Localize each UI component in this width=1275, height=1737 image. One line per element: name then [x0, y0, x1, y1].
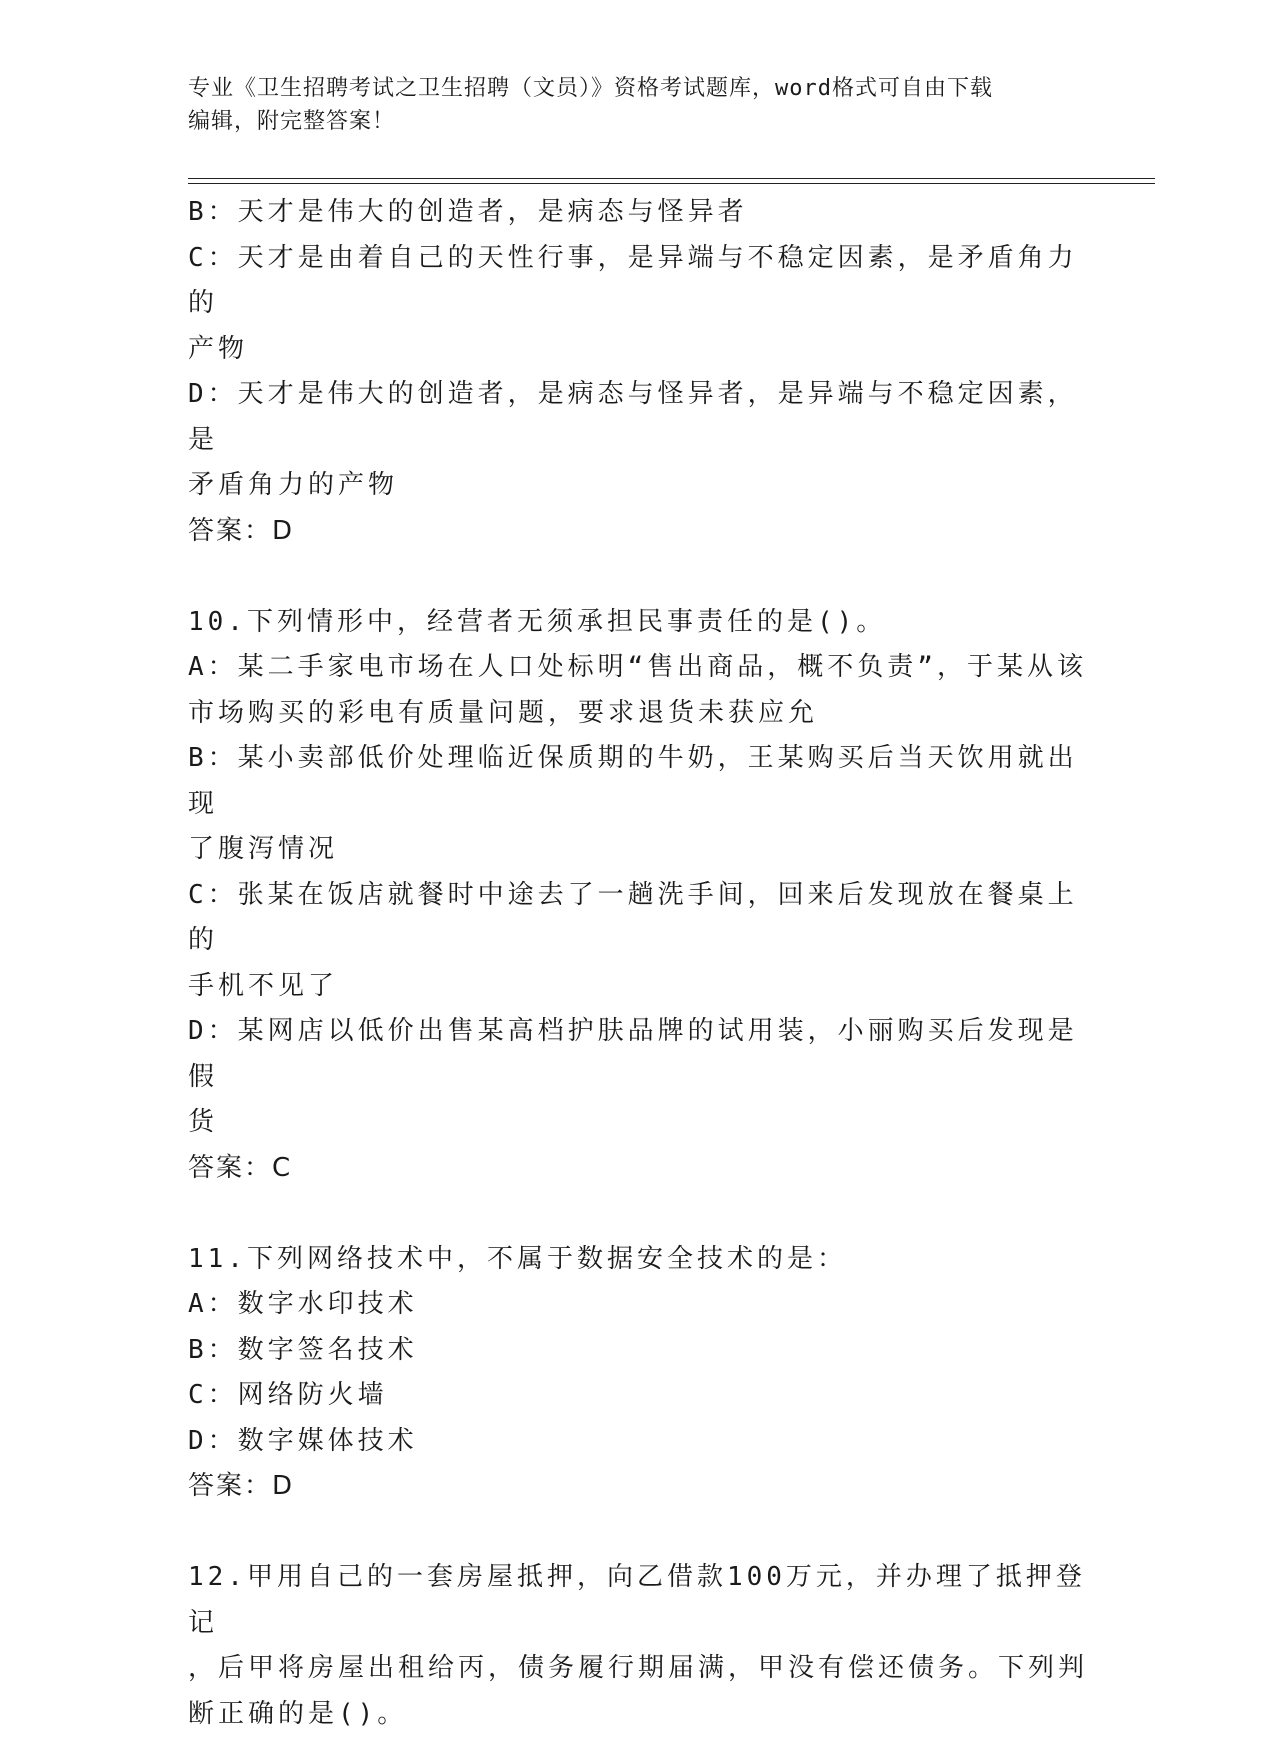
q11-answer: 答案：D [188, 1464, 1088, 1510]
q10-option-c-line-1: C：张某在饭店就餐时中途去了一趟洗手间，回来后发现放在餐桌上的 [188, 873, 1088, 964]
q10-option-b-line-2: 了腹泻情况 [188, 827, 1088, 873]
question-9 [188, 190, 1088, 554]
q11-option-b: B：数字签名技术 [188, 1328, 1088, 1374]
q11-option-d: D：数字媒体技术 [188, 1419, 1088, 1465]
header-line-1: 专业《卫生招聘考试之卫生招聘（文员）》资格考试题库，word格式可自由下载 [188, 72, 1088, 105]
spacer [188, 554, 1088, 600]
q11-option-c: C：网络防火墙 [188, 1373, 1088, 1419]
question-content [188, 190, 1088, 1737]
q9-option-d-line-2: 矛盾角力的产物 [188, 463, 1088, 509]
spacer [188, 1510, 1088, 1556]
q10-stem: 10.下列情形中，经营者无须承担民事责任的是()。 [188, 600, 1088, 646]
q12-stem-line-3: 断正确的是()。 [188, 1692, 1088, 1737]
q9-option-c-line-2: 产物 [188, 327, 1088, 373]
q12-stem-line-1: 12.甲用自己的一套房屋抵押，向乙借款100万元，并办理了抵押登记 [188, 1555, 1088, 1646]
header-divider-bottom [188, 183, 1155, 184]
q10-option-b-line-1: B：某小卖部低价处理临近保质期的牛奶，王某购买后当天饮用就出现 [188, 736, 1088, 827]
question-12 [188, 1555, 1088, 1737]
q9-option-c-line-1: C：天才是由着自己的天性行事，是异端与不稳定因素，是矛盾角力的 [188, 236, 1088, 327]
q10-option-d-line-1: D：某网店以低价出售某高档护肤品牌的试用装，小丽购买后发现是假 [188, 1009, 1088, 1100]
q9-option-b: B：天才是伟大的创造者，是病态与怪异者 [188, 190, 1088, 236]
q12-stem-line-2: ，后甲将房屋出租给丙，债务履行期届满，甲没有偿还债务。下列判 [188, 1646, 1088, 1692]
q10-option-a-line-2: 市场购买的彩电有质量问题，要求退货未获应允 [188, 691, 1088, 737]
q10-option-d-line-2: 货 [188, 1100, 1088, 1146]
header-divider-top [188, 178, 1155, 179]
header-line-2: 编辑，附完整答案！ [188, 105, 1088, 138]
q9-answer: 答案：D [188, 509, 1088, 555]
question-10 [188, 600, 1088, 1192]
q10-option-a-line-1: A：某二手家电市场在人口处标明“售出商品，概不负责”，于某从该 [188, 645, 1088, 691]
q9-option-d-line-1: D：天才是伟大的创造者，是病态与怪异者，是异端与不稳定因素，是 [188, 372, 1088, 463]
document-header [188, 72, 1088, 138]
q10-option-c-line-2: 手机不见了 [188, 964, 1088, 1010]
q11-option-a: A：数字水印技术 [188, 1282, 1088, 1328]
spacer [188, 1191, 1088, 1237]
q11-stem: 11.下列网络技术中，不属于数据安全技术的是： [188, 1237, 1088, 1283]
q10-answer: 答案：C [188, 1146, 1088, 1192]
question-11 [188, 1237, 1088, 1510]
